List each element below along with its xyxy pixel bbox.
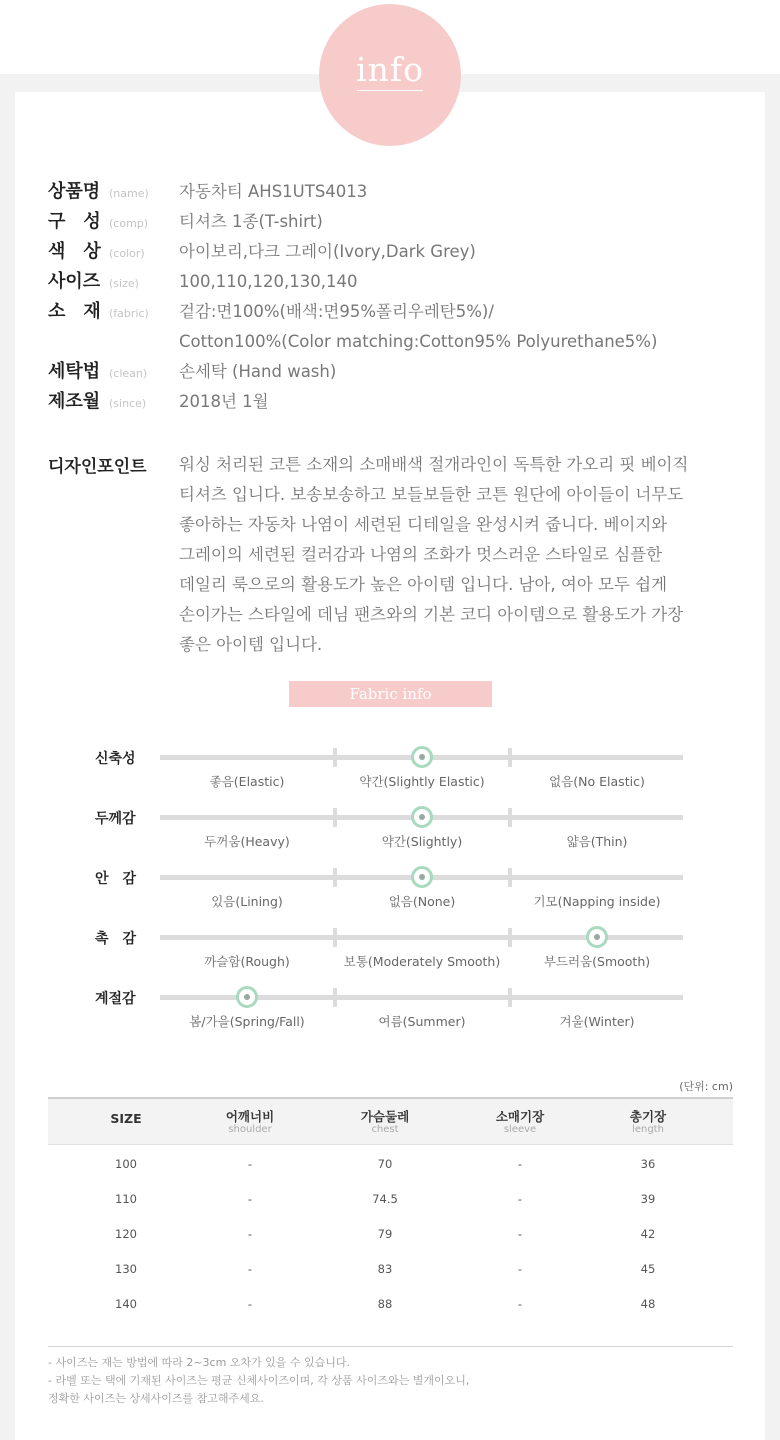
scale-option: 여름(Summer)	[378, 1014, 466, 1029]
scale-option: 좋음(Elastic)	[209, 774, 285, 789]
size-note: - 라벨 또는 택에 기재된 사이즈는 평균 신체사이즈이며, 각 상품 사이즈와는 별개이오니,	[48, 1374, 470, 1387]
scale-marker	[411, 866, 433, 888]
header-length	[588, 1110, 708, 1136]
table-cell: 83	[377, 1262, 393, 1276]
design-point-line: 데일리 룩으로의 활용도가 높은 아이템 입니다. 남아, 여아 모두 쉽게	[179, 575, 668, 594]
table-cell: 48	[640, 1297, 656, 1311]
table-cell: 42	[640, 1227, 656, 1241]
scale-option: 봄/가을(Spring/Fall)	[189, 1014, 305, 1029]
header-chest	[325, 1110, 445, 1136]
table-cell: 79	[377, 1227, 393, 1241]
scale-option: 약간(Slightly)	[381, 834, 463, 849]
scale-divider	[333, 808, 337, 827]
table-cell: 70	[377, 1157, 393, 1171]
spec-label: 색 상	[48, 241, 101, 262]
scale-divider	[508, 808, 512, 827]
spec-label: 구 성	[48, 211, 101, 232]
design-point-line: 좋아하는 자동차 나염이 세련된 디테일을 완성시켜 줍니다. 베이지와	[179, 515, 668, 534]
spec-label: 세탁법	[48, 361, 101, 382]
fabric-row-label: 두께감	[95, 811, 136, 827]
header-ko: 가슴둘레	[360, 1109, 410, 1124]
spec-sublabel: (size)	[109, 277, 139, 290]
header-en: sleeve	[503, 1124, 537, 1135]
scale-option: 없음(None)	[388, 894, 456, 909]
fabric-row-label: 촉 감	[95, 931, 137, 947]
table-cell: -	[517, 1262, 523, 1276]
scale-option: 기모(Napping inside)	[533, 894, 661, 909]
spec-value-line2: Cotton100%(Color matching:Cotton95% Polyurethane5%)	[179, 332, 658, 351]
header-sleeve	[460, 1110, 580, 1136]
spec-value: 아이보리,다크 그레이(Ivory,Dark Grey)	[179, 242, 476, 261]
header-ko: 어깨너비	[225, 1109, 275, 1124]
spec-label: 제조월	[48, 391, 101, 412]
design-point-line: 좋은 아이템 입니다.	[179, 635, 323, 654]
fabric-row-label: 신축성	[95, 751, 136, 767]
table-cell: 140	[115, 1297, 137, 1311]
table-header	[48, 1099, 733, 1145]
scale-option: 얇음(Thin)	[566, 834, 628, 849]
design-point-line: 티셔츠 입니다. 보송보송하고 보들보들한 코튼 원단에 아이들이 너무도	[179, 485, 684, 504]
spec-sublabel: (clean)	[109, 367, 148, 380]
scale-option: 까슬함(Rough)	[204, 954, 290, 969]
table-cell: 74.5	[372, 1192, 398, 1206]
design-point-line: 워싱 처리된 코튼 소재의 소매배색 절개라인이 독특한 가오리 핏 베이직	[179, 455, 689, 474]
table-cell: 45	[640, 1262, 656, 1276]
scale-marker	[411, 746, 433, 768]
size-note: - 사이즈는 재는 방법에 따라 2~3cm 오차가 있을 수 있습니다.	[48, 1356, 351, 1369]
unit-label: (단위: cm)	[679, 1080, 733, 1093]
spec-value: 손세탁 (Hand wash)	[179, 362, 337, 381]
info-badge-text: info	[356, 50, 424, 89]
spec-label: 상품명	[48, 181, 101, 202]
table-cell: -	[247, 1157, 253, 1171]
info-badge-underline	[357, 90, 423, 91]
table-cell: -	[517, 1157, 523, 1171]
table-cell: -	[247, 1227, 253, 1241]
table-cell: 36	[640, 1157, 656, 1171]
table-cell: 120	[115, 1227, 137, 1241]
header-ko: 총기장	[629, 1109, 667, 1124]
scale-divider	[508, 748, 512, 767]
table-cell: 100	[115, 1157, 137, 1171]
header-size	[66, 1110, 186, 1126]
scale-divider	[333, 868, 337, 887]
scale-option: 겨울(Winter)	[559, 1014, 635, 1029]
header-ko: 소매기장	[495, 1109, 545, 1124]
header-ko: SIZE	[110, 1111, 142, 1126]
table-cell: 39	[640, 1192, 656, 1206]
table-cell: -	[517, 1192, 523, 1206]
scale-option: 부드러움(Smooth)	[543, 954, 651, 969]
table-cell: -	[247, 1262, 253, 1276]
scale-divider	[508, 928, 512, 947]
header-en: shoulder	[228, 1124, 272, 1135]
scale-marker	[411, 806, 433, 828]
table-cell: 130	[115, 1262, 137, 1276]
spec-value: 자동차티 AHS1UTS4013	[179, 182, 368, 201]
scale-option: 있음(Lining)	[211, 894, 283, 909]
spec-value: 겉감:면100%(배색:면95%폴리우레탄5%)/	[179, 302, 494, 321]
scale-option: 보통(Moderately Smooth)	[343, 954, 501, 969]
table-cell: 110	[115, 1192, 137, 1206]
table-cell: -	[247, 1297, 253, 1311]
scale-divider	[508, 868, 512, 887]
spec-label: 소 재	[48, 301, 101, 322]
spec-label: 사이즈	[48, 271, 101, 292]
spec-sublabel: (since)	[109, 397, 147, 410]
design-point-text	[179, 450, 751, 660]
table-bottom-rule	[48, 1346, 733, 1347]
size-note: 정확한 사이즈는 상세사이즈를 참고해주세요.	[48, 1392, 264, 1405]
header-en: length	[632, 1124, 664, 1135]
spec-sublabel: (color)	[109, 247, 145, 260]
scale-divider	[333, 928, 337, 947]
spec-sublabel: (name)	[109, 187, 149, 200]
info-badge	[319, 4, 461, 146]
table-cell: -	[517, 1227, 523, 1241]
fabric-row-label: 안 감	[95, 871, 137, 887]
table-cell: 88	[377, 1297, 393, 1311]
spec-sublabel: (fabric)	[109, 307, 149, 320]
spec-value: 티셔츠 1종(T-shirt)	[179, 212, 323, 231]
fabric-row-label: 계절감	[95, 991, 136, 1007]
header-shoulder	[190, 1110, 310, 1136]
scale-option: 없음(No Elastic)	[549, 774, 645, 789]
scale-option: 약간(Slightly Elastic)	[359, 774, 485, 789]
scale-marker	[236, 986, 258, 1008]
scale-divider	[333, 988, 337, 1007]
fabric-info-title: Fabric info	[289, 681, 492, 707]
design-point-line: 손이가는 스타일에 데님 팬츠와의 기본 코디 아이템으로 활용도가 가장	[179, 605, 684, 624]
table-cell: -	[517, 1297, 523, 1311]
scale-option: 두꺼움(Heavy)	[204, 834, 290, 849]
spec-value: 2018년 1월	[179, 392, 269, 411]
scale-divider	[508, 988, 512, 1007]
scale-marker	[586, 926, 608, 948]
table-cell: -	[247, 1192, 253, 1206]
design-point-line: 그레이의 세련된 컬러감과 나염의 조화가 멋스러운 스타일로 심플한	[179, 545, 663, 564]
design-point-label: 디자인포인트	[48, 457, 147, 477]
spec-value: 100,110,120,130,140	[179, 272, 358, 291]
scale-divider	[333, 748, 337, 767]
header-en: chest	[371, 1124, 399, 1135]
spec-sublabel: (comp)	[109, 217, 149, 230]
